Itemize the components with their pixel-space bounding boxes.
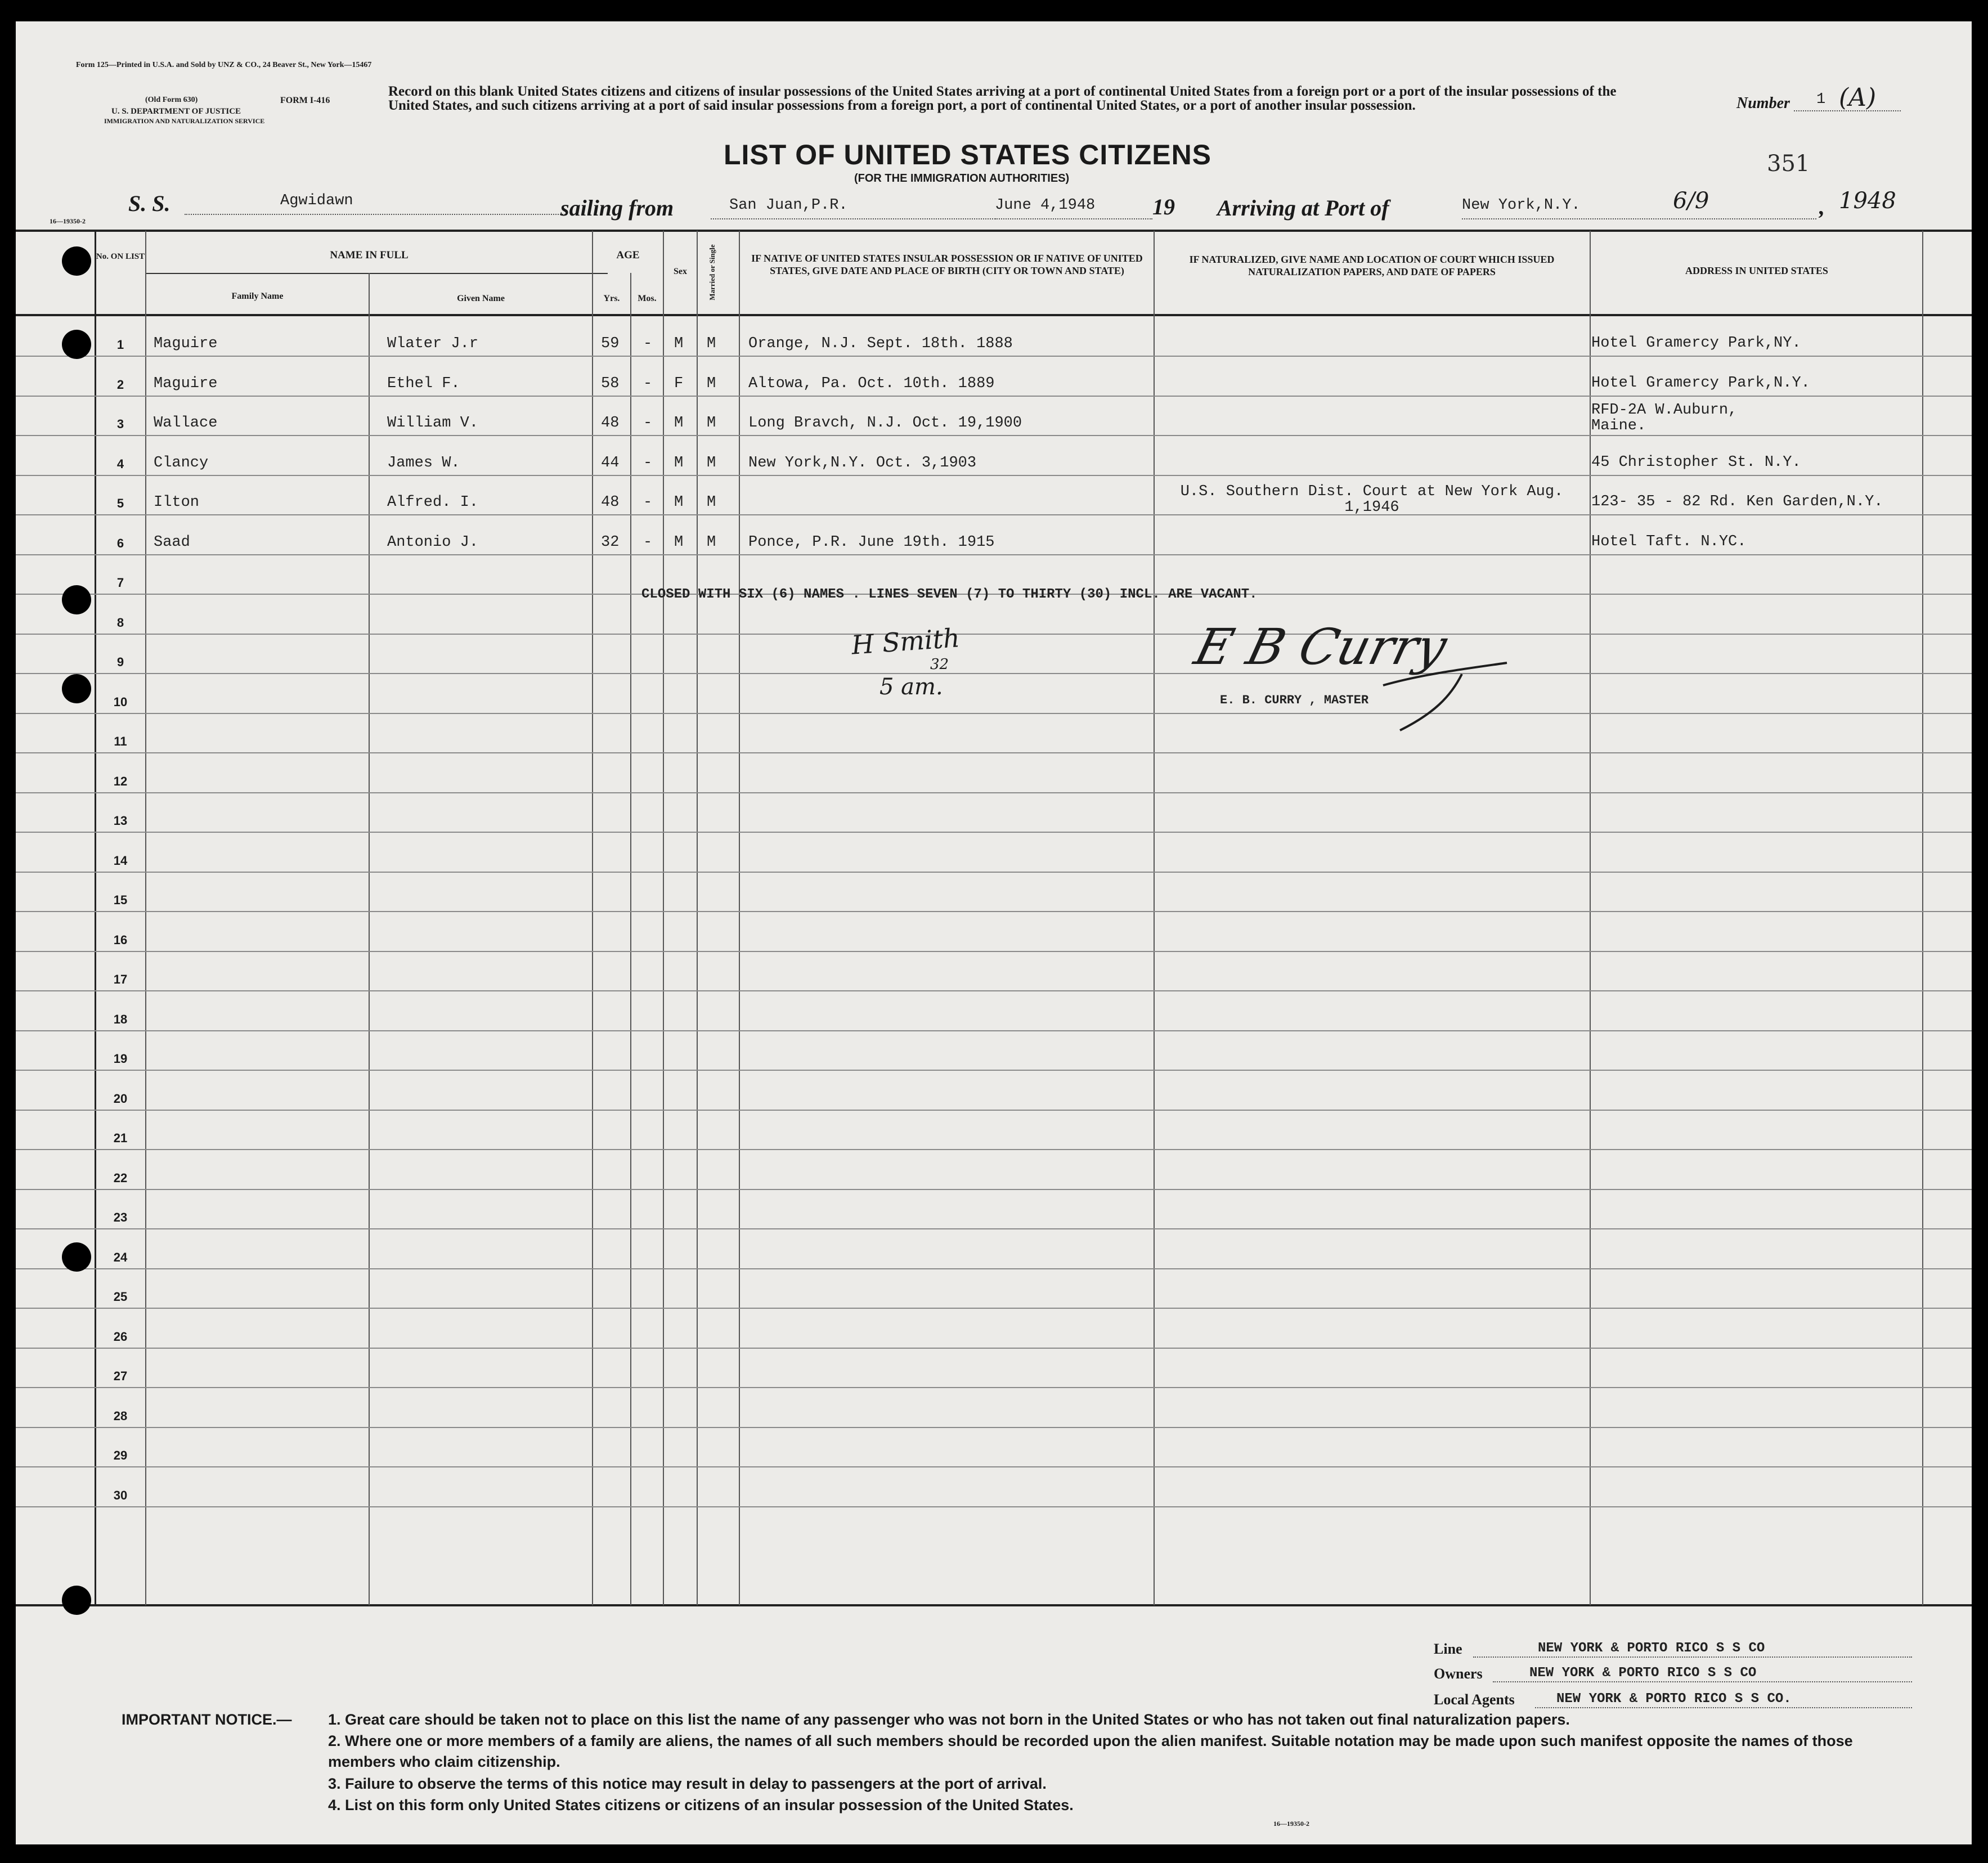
col-header-name: NAME IN FULL: [330, 249, 409, 261]
agents-label: Local Agents: [1434, 1691, 1515, 1708]
col-header-married: Married or Single: [708, 244, 716, 300]
manifest-sheet: [16, 21, 1972, 1844]
passenger-yrs: 32: [601, 534, 620, 551]
row-number: 8: [116, 616, 124, 630]
row-rule: [16, 872, 1972, 873]
port-underline: [1462, 218, 1816, 219]
number-label: Number: [1736, 95, 1790, 112]
row-number: 28: [113, 1409, 128, 1423]
row-number: 26: [113, 1330, 128, 1344]
passenger-family: Clancy: [154, 455, 209, 472]
passenger-mos: -: [643, 455, 653, 472]
row-rule: [16, 1070, 1972, 1071]
notice-item-3: 3. Failure to observe the terms of this notice may result in delay to passengers at the port of arrival.: [328, 1775, 1047, 1792]
passenger-sex: M: [674, 494, 684, 511]
passenger-given: James W.: [387, 455, 460, 472]
line-value: NEW YORK & PORTO RICO S S CO: [1538, 1641, 1765, 1656]
col-divider: [1154, 231, 1155, 1605]
passenger-given: Wlater J.r: [387, 335, 479, 352]
row-number: 30: [113, 1488, 128, 1502]
passenger-ms: M: [707, 415, 716, 432]
passenger-given: William V.: [387, 415, 479, 432]
binder-hole: [62, 1586, 91, 1615]
passenger-sex: F: [674, 375, 684, 392]
row-number: 7: [116, 576, 124, 590]
passenger-ms: M: [707, 375, 716, 392]
binder-hole: [62, 246, 91, 276]
number-value: 1: [1816, 91, 1826, 108]
col-divider: [739, 231, 740, 1605]
page-stamp: 351: [1767, 151, 1810, 177]
row-rule: [16, 752, 1972, 753]
table-bottom-rule: [16, 1604, 1972, 1606]
notice-item-4: 4. List on this form only United States citizens or citizens of an insular possession of the United States.: [328, 1797, 1074, 1813]
number-handwritten: (A): [1839, 83, 1877, 112]
col-divider: [592, 231, 593, 1605]
row-rule: [16, 356, 1972, 357]
row-number: 13: [113, 814, 128, 828]
passenger-address: Hotel Gramercy Park,NY.: [1591, 335, 1801, 352]
passenger-sex: M: [674, 415, 684, 432]
row-rule: [16, 1228, 1972, 1229]
passenger-naturalized: U.S. Southern Dist. Court at New York Aug. 1,1946: [1180, 483, 1564, 516]
owners-value: NEW YORK & PORTO RICO S S CO: [1529, 1666, 1757, 1681]
col-header-no: No. ON LIST: [96, 252, 145, 261]
row-rule: [16, 475, 1972, 476]
row-number: 6: [116, 536, 124, 550]
col-header-address: ADDRESS IN UNITED STATES: [1685, 265, 1828, 276]
passenger-mos: -: [643, 415, 653, 432]
bottom-code: 16—19350-2: [1273, 1820, 1309, 1828]
row-rule: [16, 1348, 1972, 1349]
passenger-yrs: 59: [601, 335, 620, 352]
col-divider: [1922, 231, 1923, 1605]
passenger-family: Maguire: [154, 335, 218, 352]
sailing-date: June 4,1948: [995, 197, 1096, 214]
year-prefix: 19: [1152, 194, 1175, 219]
col-header-given: Given Name: [457, 294, 505, 303]
passenger-ms: M: [707, 534, 716, 551]
row-number: 23: [113, 1210, 128, 1224]
passenger-mos: -: [643, 375, 653, 392]
binder-hole: [62, 674, 91, 703]
owners-underline: [1493, 1681, 1912, 1682]
passenger-sex: M: [674, 455, 684, 472]
col-header-sex: Sex: [674, 267, 687, 276]
row-rule: [16, 1030, 1972, 1031]
subheader-rule: [146, 273, 608, 274]
passenger-birth: Long Bravch, N.J. Oct. 19,1900: [748, 415, 1022, 432]
col-divider: [95, 231, 96, 1605]
row-rule: [16, 1506, 1972, 1507]
from-underline: [711, 218, 998, 219]
ss-label: S. S.: [128, 191, 170, 216]
master-signature: E B Curry: [1189, 618, 1453, 676]
row-rule: [16, 832, 1972, 833]
row-rule: [16, 911, 1972, 912]
row-number: 2: [116, 378, 124, 392]
row-rule: [16, 435, 1972, 436]
passenger-family: Saad: [154, 534, 190, 551]
passenger-birth: New York,N.Y. Oct. 3,1903: [748, 455, 977, 472]
passenger-yrs: 44: [601, 455, 620, 472]
table-top-rule: [16, 230, 1972, 232]
row-number: 21: [113, 1131, 128, 1145]
passenger-ms: M: [707, 455, 716, 472]
line-underline: [1473, 1657, 1912, 1658]
passenger-mos: -: [643, 494, 653, 511]
passenger-address: Hotel Gramercy Park,N.Y.: [1591, 375, 1810, 392]
row-rule: [16, 554, 1972, 555]
year-comma: ,: [1819, 194, 1825, 219]
row-number: 4: [116, 457, 124, 471]
row-rule: [16, 673, 1972, 674]
row-rule: [16, 514, 1972, 515]
handwritten-time: 5 am.: [879, 674, 943, 700]
col-header-birth: IF NATIVE OF UNITED STATES INSULAR POSSESSION OR IF NATIVE OF UNITED STATES, GIVE DATE AND PLACE OF BIRTH (CITY OR TOWN AND STATE): [751, 253, 1143, 276]
passenger-yrs: 58: [601, 375, 620, 392]
notice-item-2: 2. Where one or more members of a family are aliens, the names of all such members should be recorded upon the alien manifest. Suitable notation may be made upon such manifest opposite the names of those members who claim citizenship.: [328, 1732, 1853, 1770]
notice-heading: IMPORTANT NOTICE.—: [122, 1711, 292, 1728]
row-number: 3: [116, 417, 124, 431]
row-rule: [16, 1149, 1972, 1150]
row-number: 11: [114, 734, 127, 748]
passenger-given: Ethel F.: [387, 375, 460, 392]
col-divider: [663, 231, 664, 1605]
form-number: FORM I-416: [280, 96, 330, 105]
row-number: 24: [113, 1250, 128, 1264]
col-divider: [1590, 231, 1591, 1605]
passenger-family: Wallace: [154, 415, 218, 432]
row-number: 18: [113, 1012, 128, 1026]
number-underline: [1794, 110, 1901, 111]
binder-hole: [62, 1242, 91, 1272]
row-number: 9: [116, 655, 124, 669]
binder-hole: [62, 585, 91, 614]
row-rule: [16, 990, 1972, 991]
row-rule: [16, 1387, 1972, 1388]
row-number: 15: [113, 893, 128, 907]
page-subtitle: (FOR THE IMMIGRATION AUTHORITIES): [854, 172, 1070, 185]
row-number: 17: [113, 972, 128, 986]
master-name: E. B. CURRY , MASTER: [1220, 693, 1369, 707]
arrival-year-handwritten: 1948: [1839, 188, 1896, 214]
row-number: 5: [116, 496, 124, 510]
row-number: 12: [113, 774, 128, 788]
passenger-mos: -: [643, 335, 653, 352]
col-header-family: Family Name: [231, 291, 284, 301]
ship-underline: [185, 214, 567, 215]
passenger-sex: M: [674, 534, 684, 551]
row-number: 27: [113, 1369, 128, 1383]
row-number: 29: [113, 1448, 128, 1462]
agency-subname: IMMIGRATION AND NATURALIZATION SERVICE: [104, 117, 265, 125]
passenger-address: RFD-2A W.Auburn, Maine.: [1591, 402, 1738, 434]
passenger-family: Ilton: [154, 494, 200, 511]
notice-item-1: 1. Great care should be taken not to place on this list the name of any passenger who was not born in the United States or who has not taken out final naturalization papers.: [328, 1711, 1570, 1728]
passenger-mos: -: [643, 534, 653, 551]
header-bottom-rule: [16, 314, 1972, 316]
row-rule: [16, 634, 1972, 635]
row-rule: [16, 1466, 1972, 1467]
row-number: 19: [113, 1052, 128, 1066]
passenger-birth: Altowa, Pa. Oct. 10th. 1889: [748, 375, 995, 392]
col-divider: [369, 273, 370, 1605]
passenger-ms: M: [707, 494, 716, 511]
col-divider: [697, 231, 698, 1605]
agents-value: NEW YORK & PORTO RICO S S CO.: [1556, 1691, 1792, 1707]
agency-name: U. S. DEPARTMENT OF JUSTICE: [111, 107, 241, 116]
col-divider: [630, 273, 631, 1605]
agents-underline: [1535, 1707, 1912, 1708]
row-rule: [16, 1427, 1972, 1428]
row-rule: [16, 1308, 1972, 1309]
passenger-ms: M: [707, 335, 716, 352]
row-rule: [16, 1189, 1972, 1190]
passenger-sex: M: [674, 335, 684, 352]
passenger-address: Hotel Taft. N.YC.: [1591, 533, 1747, 550]
passenger-yrs: 48: [601, 415, 620, 432]
old-form-note: (Old Form 630): [145, 96, 198, 104]
owners-label: Owners: [1434, 1666, 1483, 1682]
line-label: Line: [1434, 1641, 1462, 1657]
date-underline: [995, 218, 1152, 219]
passenger-birth: Ponce, P.R. June 19th. 1915: [748, 534, 995, 551]
row-number: 20: [113, 1092, 128, 1106]
row-number: 16: [113, 933, 128, 947]
printer-line: Form 125—Printed in U.S.A. and Sold by UNZ & CO., 24 Beaver St., New York—15467: [76, 61, 372, 69]
arrival-date-handwritten: 6/9: [1673, 188, 1709, 214]
col-header-age: AGE: [616, 249, 640, 261]
row-number: 1: [116, 338, 124, 352]
row-number: 25: [113, 1290, 128, 1304]
sailing-from: San Juan,P.R.: [729, 197, 848, 214]
page-title: LIST OF UNITED STATES CITIZENS: [724, 139, 1212, 170]
passenger-address: 123- 35 - 82 Rd. Ken Garden,N.Y.: [1591, 493, 1883, 510]
ship-name: Agwidawn: [280, 192, 353, 209]
binder-hole: [62, 330, 91, 359]
record-instructions: Record on this blank United States citizens and citizens of insular possessions of the United States arriving at a port of continental United States from a foreign port or a port of the insular possessions of the United States, and such citizens arriving at a port of said insular possessions from a foreign port, a port of continental United States, or a port of another insular possession.: [388, 84, 1617, 113]
sailing-label: sailing from: [560, 195, 674, 221]
col-header-mos: Mos.: [638, 294, 657, 303]
passenger-yrs: 48: [601, 494, 620, 511]
col-header-naturalized: IF NATURALIZED, GIVE NAME AND LOCATION OF COURT WHICH ISSUED NATURALIZATION PAPERS, AND DATE OF PAPERS: [1189, 254, 1555, 277]
passenger-birth: Orange, N.J. Sept. 18th. 1888: [748, 335, 1013, 352]
col-divider: [145, 231, 146, 1605]
arrival-port: New York,N.Y.: [1462, 197, 1581, 214]
row-rule: [16, 713, 1972, 714]
arriving-label: Arriving at Port of: [1217, 195, 1389, 221]
handwritten-initials: H Smith: [850, 622, 961, 661]
handwritten-number: 32: [930, 656, 949, 673]
passenger-given: Alfred. I.: [387, 494, 479, 511]
closing-line: CLOSED WITH SIX (6) NAMES . LINES SEVEN (7) TO THIRTY (30) INCL. ARE VACANT.: [641, 587, 1258, 602]
row-number: 10: [113, 695, 128, 709]
passenger-given: Antonio J.: [387, 534, 479, 551]
row-rule: [16, 951, 1972, 952]
col-header-yrs: Yrs.: [603, 294, 620, 303]
signature-flourish: [1377, 652, 1513, 736]
passenger-address: 45 Christopher St. N.Y.: [1591, 454, 1801, 471]
row-rule: [16, 1110, 1972, 1111]
row-rule: [16, 396, 1972, 397]
row-number: 22: [113, 1171, 128, 1185]
row-number: 14: [113, 854, 128, 868]
passenger-family: Maguire: [154, 375, 218, 392]
row-rule: [16, 1268, 1972, 1269]
side-code: 16—19350-2: [50, 217, 86, 225]
row-rule: [16, 792, 1972, 793]
